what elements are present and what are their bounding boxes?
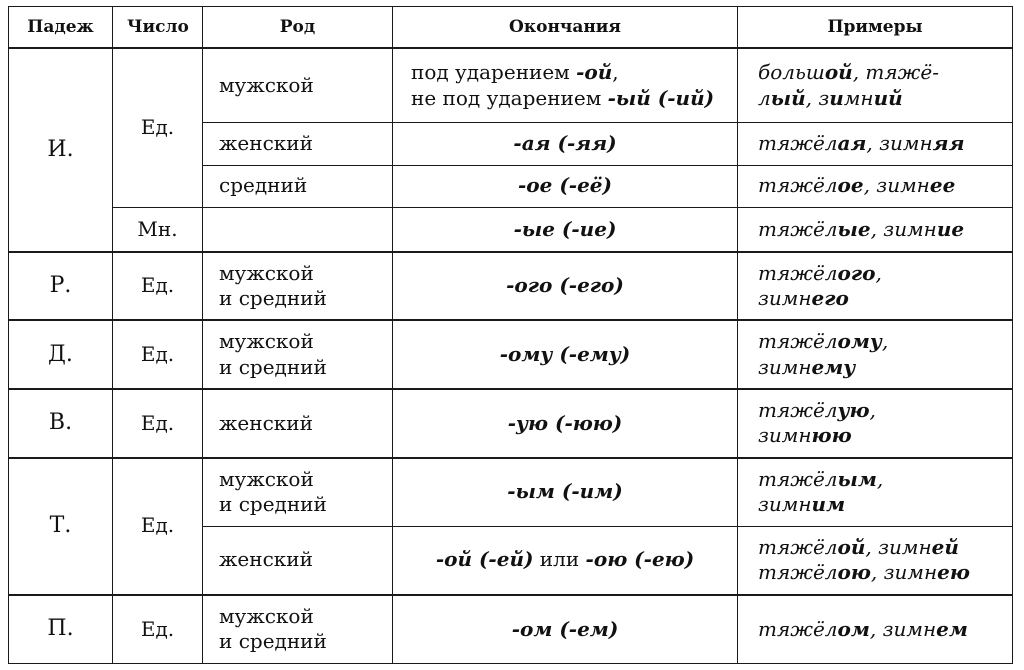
ending-cell: -ым (-им)	[393, 458, 738, 527]
ending-cell: -ые (-ие)	[393, 207, 738, 251]
ending-cell: -ом (-ем)	[393, 595, 738, 664]
number-cell: Ед.	[113, 252, 203, 321]
gender-cell	[203, 207, 393, 251]
example-cell: тяжёлую, зимнюю	[738, 389, 1013, 458]
gender-cell: мужской и средний	[203, 595, 393, 664]
case-cell: Д.	[9, 320, 113, 389]
table-row	[9, 207, 1013, 251]
example-line: лый, зимний	[758, 85, 903, 110]
header-number: Число	[113, 7, 203, 49]
case-cell: В.	[9, 389, 113, 458]
example-cell: тяжёлого, зимнего	[738, 252, 1013, 321]
number-cell: Ед.	[113, 595, 203, 664]
gender-cell: женский	[203, 526, 393, 595]
example-cell: тяжёлые, зимние	[738, 207, 1013, 251]
table-row	[9, 458, 1013, 527]
ending-cell: -ую (-юю)	[393, 389, 738, 458]
case-cell: Р.	[9, 252, 113, 321]
table-row	[9, 252, 1013, 321]
gender-cell: мужской и средний	[203, 252, 393, 321]
table-row	[9, 48, 1013, 123]
header-gender: Род	[203, 7, 393, 49]
example-cell: тяжёлое, зимнее	[738, 165, 1013, 207]
table-row	[9, 320, 1013, 389]
number-cell: Мн.	[113, 207, 203, 251]
example-cell: тяжёлом, зимнем	[738, 595, 1013, 664]
case-cell: П.	[9, 595, 113, 664]
ending-cell	[393, 48, 738, 123]
example-line: большой, тяжё-	[758, 59, 939, 84]
case-cell: Т.	[9, 458, 113, 595]
header-row	[9, 7, 1013, 49]
header-endings: Окончания	[393, 7, 738, 49]
ending-line: не под ударением -ый (-ий)	[411, 85, 715, 110]
number-cell: Ед.	[113, 458, 203, 595]
ending-line: под ударением -ой,	[411, 59, 619, 84]
table-row	[9, 389, 1013, 458]
header-examples: Примеры	[738, 7, 1013, 49]
example-cell	[738, 48, 1013, 123]
ending-cell: -ому (-ему)	[393, 320, 738, 389]
gender-cell: средний	[203, 165, 393, 207]
table-row	[9, 595, 1013, 664]
gender-cell: мужской	[203, 48, 393, 123]
case-cell: И.	[9, 48, 113, 252]
gender-cell: мужской и средний	[203, 458, 393, 527]
ending-cell: -ая (-яя)	[393, 123, 738, 165]
adjective-endings-table	[8, 6, 1013, 664]
ending-cell: -ое (-её)	[393, 165, 738, 207]
gender-cell: женский	[203, 389, 393, 458]
gender-cell: женский	[203, 123, 393, 165]
example-cell: тяжёлым, зимним	[738, 458, 1013, 527]
header-case: Падеж	[9, 7, 113, 49]
number-cell: Ед.	[113, 320, 203, 389]
example-cell: тяжёлой, зимней тяжёлою, зимнею	[738, 526, 1013, 595]
ending-cell: -ой (-ей) или -ою (-ею)	[393, 526, 738, 595]
ending-cell: -ого (-его)	[393, 252, 738, 321]
number-cell: Ед.	[113, 48, 203, 207]
number-cell: Ед.	[113, 389, 203, 458]
example-cell: тяжёлая, зимняя	[738, 123, 1013, 165]
gender-cell: мужской и средний	[203, 320, 393, 389]
example-cell: тяжёлому, зимнему	[738, 320, 1013, 389]
